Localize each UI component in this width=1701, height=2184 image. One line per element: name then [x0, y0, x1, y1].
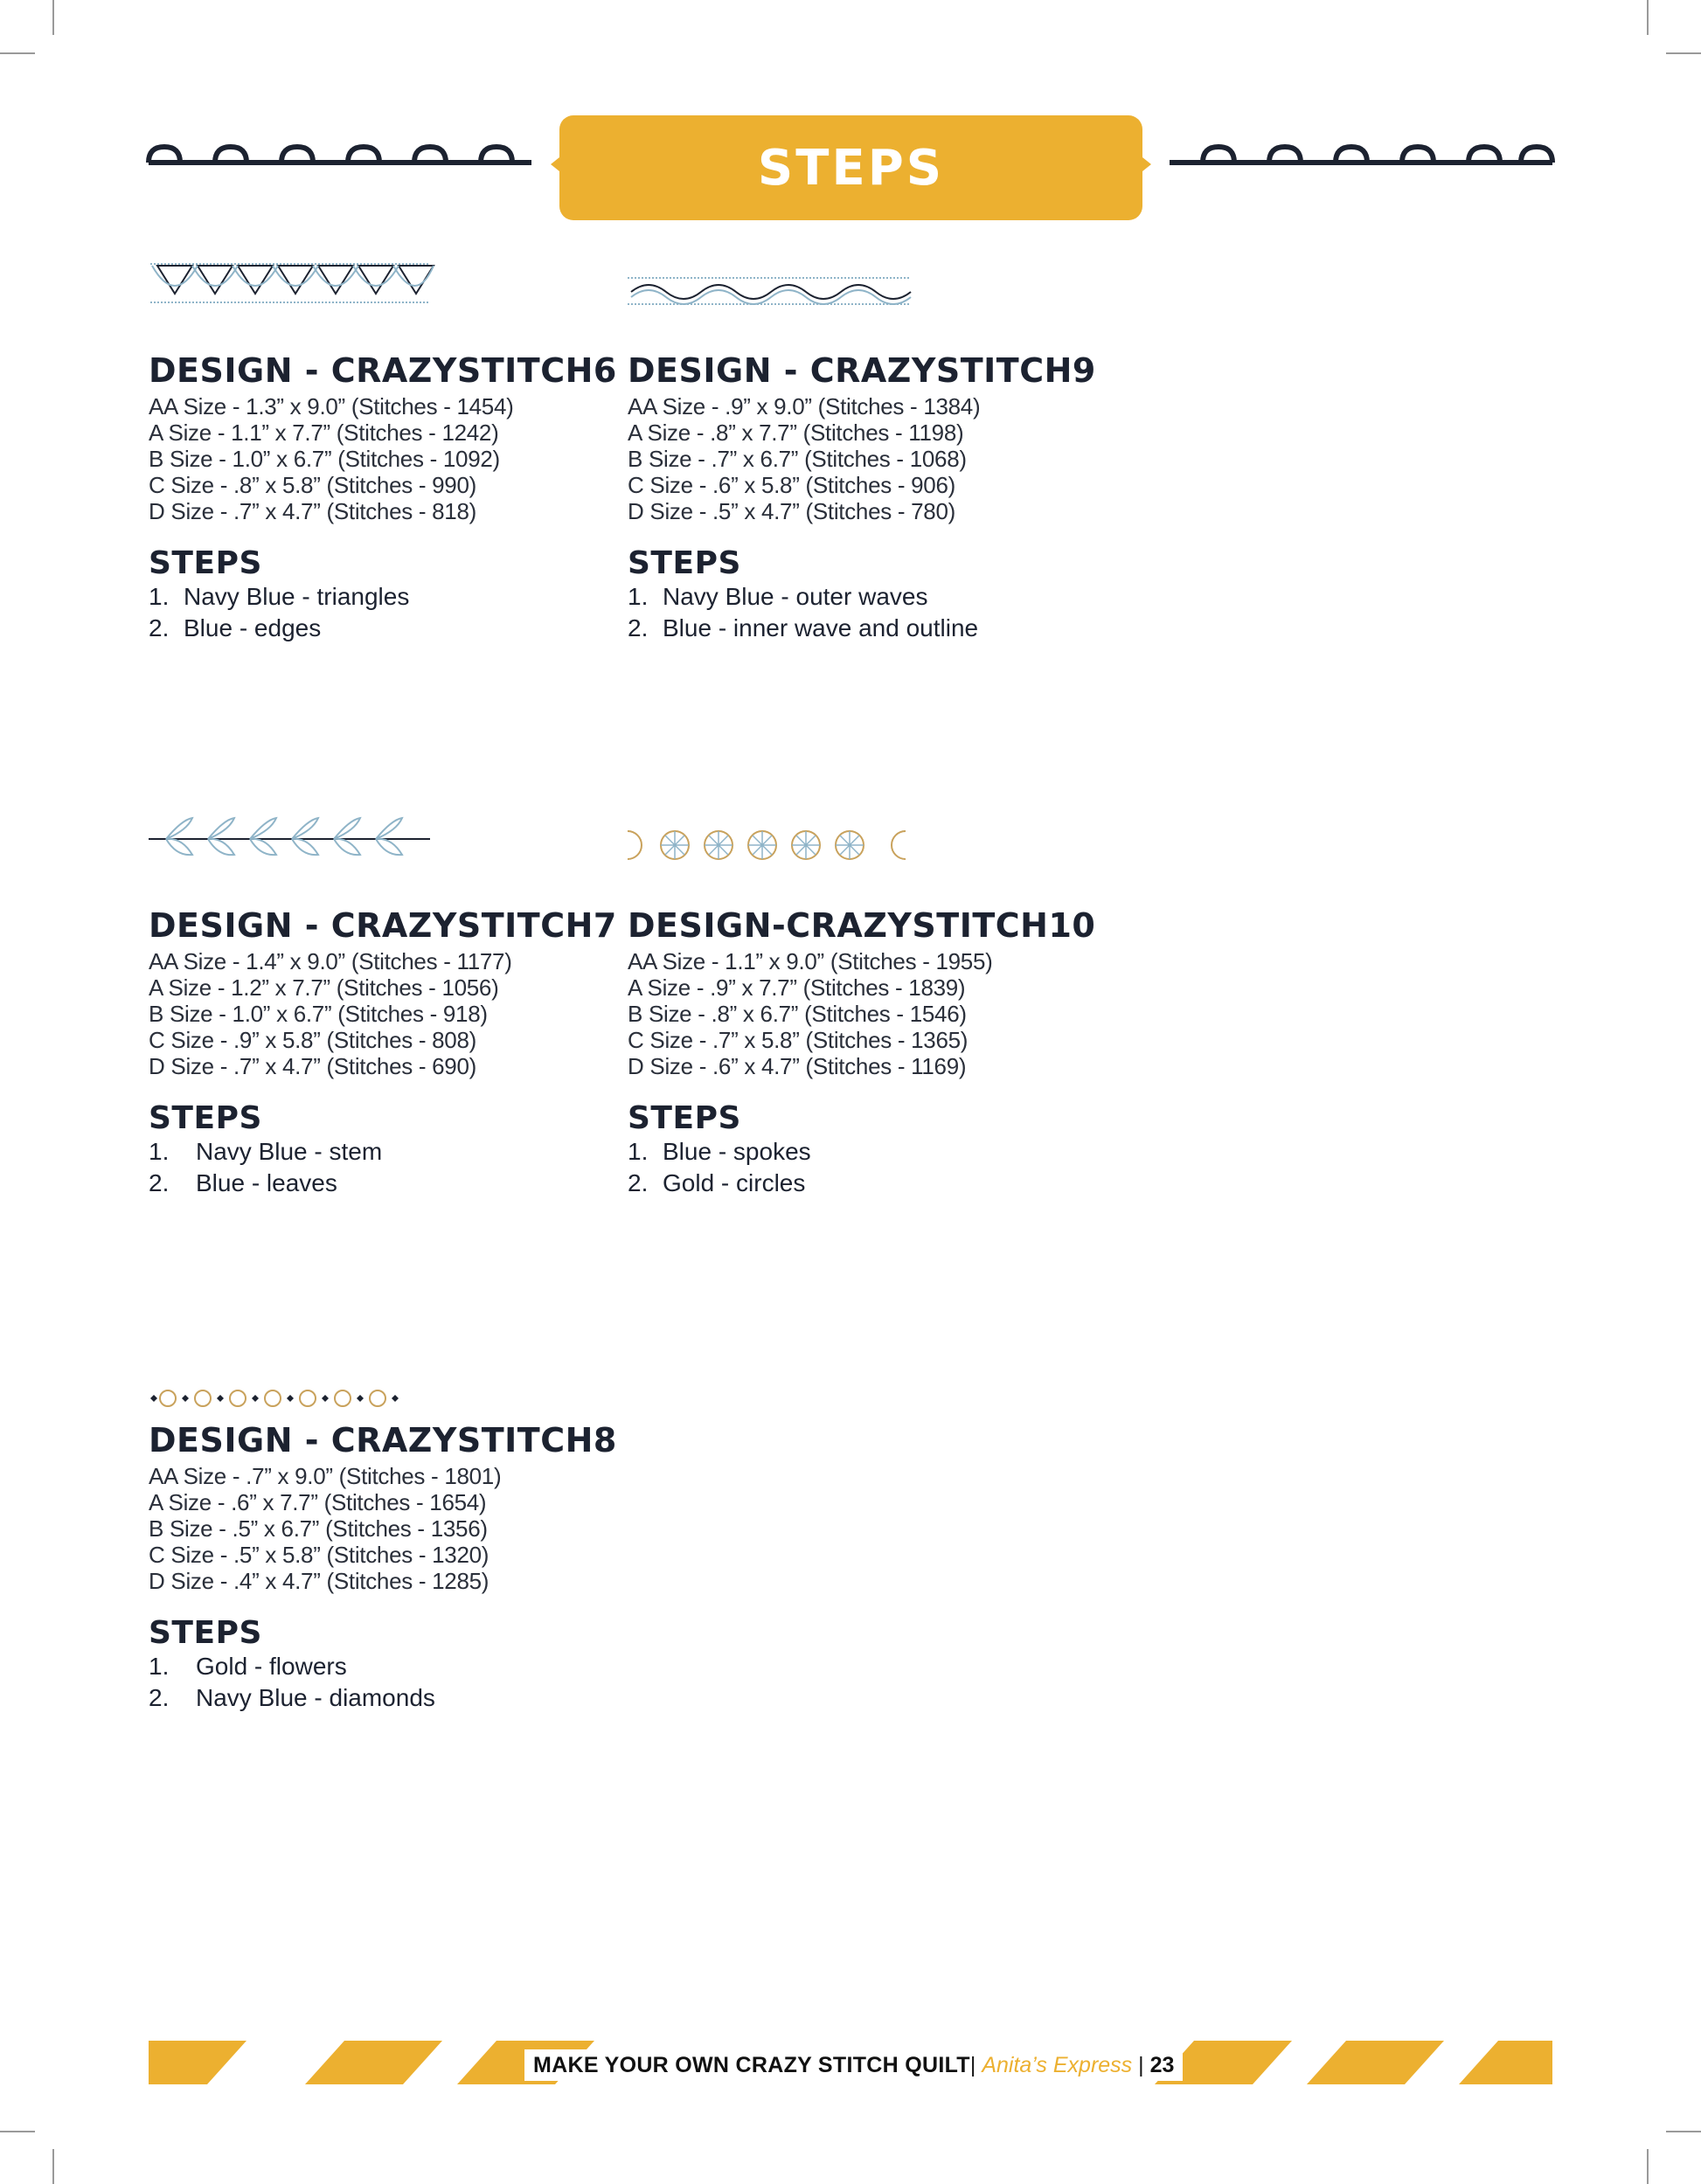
size-line: C Size - .5” x 5.8” (Stitches - 1320) [149, 1542, 489, 1568]
size-line: AA Size - 1.3” x 9.0” (Stitches - 1454) [149, 393, 514, 419]
steps-heading: STEPS [628, 545, 741, 581]
size-line: C Size - .7” x 5.8” (Stitches - 1365) [628, 1027, 969, 1053]
design-card-crazystitch9 [628, 253, 1117, 644]
design-title: DESIGN - CRAZYSTITCH7 [149, 906, 617, 945]
step-number: 1. [628, 583, 649, 610]
steps-heading: STEPS [149, 1100, 262, 1136]
size-line: C Size - .8” x 5.8” (Stitches - 990) [149, 472, 476, 498]
steps-heading: STEPS [149, 545, 262, 581]
header-title-banner [559, 115, 1142, 220]
wave-border-icon [628, 253, 916, 315]
footer-separator: | [969, 2053, 976, 2077]
leaf-vine-border-icon [149, 808, 437, 870]
page-title: STEPS [757, 139, 945, 197]
size-line: C Size - .9” x 5.8” (Stitches - 808) [149, 1027, 476, 1053]
size-list [149, 948, 638, 1079]
size-line: D Size - .7” x 4.7” (Stitches - 818) [149, 498, 476, 524]
footer-page-separator: | [1138, 2053, 1144, 2077]
size-line: D Size - .5” x 4.7” (Stitches - 780) [628, 498, 955, 524]
step-text: Navy Blue - triangles [184, 583, 410, 610]
footer-caption [524, 2049, 1183, 2081]
size-line: A Size - .6” x 7.7” (Stitches - 1654) [149, 1489, 487, 1515]
steps-heading: STEPS [149, 1615, 262, 1651]
size-line: B Size - .8” x 6.7” (Stitches - 1546) [628, 1001, 967, 1027]
step-item [628, 1168, 1117, 1199]
step-text: Blue - inner wave and outline [663, 614, 979, 641]
size-line: AA Size - .9” x 9.0” (Stitches - 1384) [628, 393, 981, 419]
size-list [149, 393, 638, 524]
design-card-crazystitch10 [628, 808, 1117, 1199]
step-text: Blue - edges [184, 614, 322, 641]
design-title: DESIGN - CRAZYSTITCH6 [149, 351, 617, 390]
footer-title: MAKE YOUR OWN CRAZY STITCH QUILT [533, 2053, 970, 2077]
size-line: AA Size - .7” x 9.0” (Stitches - 1801) [149, 1463, 502, 1489]
crop-mark [0, 2131, 35, 2132]
size-line: A Size - .8” x 7.7” (Stitches - 1198) [628, 419, 964, 446]
size-line: D Size - .7” x 4.7” (Stitches - 690) [149, 1053, 476, 1079]
step-item [149, 581, 638, 613]
size-line: B Size - 1.0” x 6.7” (Stitches - 918) [149, 1001, 488, 1027]
steps-heading: STEPS [628, 1100, 741, 1136]
size-line: D Size - .4” x 4.7” (Stitches - 1285) [149, 1568, 489, 1594]
step-number: 2. [149, 1684, 170, 1711]
design-card-crazystitch7 [149, 808, 638, 1199]
step-text: Gold - flowers [196, 1653, 347, 1680]
footer-brand: Anita’s Express [982, 2053, 1133, 2077]
step-item [149, 613, 638, 644]
size-line: B Size - .5” x 6.7” (Stitches - 1356) [149, 1515, 488, 1542]
size-list [149, 1463, 638, 1594]
step-item [149, 1682, 638, 1714]
step-text: Navy Blue - outer waves [663, 583, 928, 610]
triangle-border-icon [149, 253, 437, 315]
size-line: AA Size - 1.4” x 9.0” (Stitches - 1177) [149, 948, 512, 974]
flower-diamond-border-icon [149, 1381, 437, 1416]
design-title: DESIGN - CRAZYSTITCH9 [628, 351, 1096, 390]
design-card-crazystitch8 [149, 1381, 638, 1714]
step-number: 1. [628, 1138, 649, 1165]
step-item [149, 1168, 638, 1199]
size-line: AA Size - 1.1” x 9.0” (Stitches - 1955) [628, 948, 993, 974]
design-card-crazystitch6 [149, 253, 638, 644]
size-list [628, 948, 1117, 1079]
step-number: 2. [628, 614, 649, 641]
step-number: 2. [628, 1169, 649, 1196]
design-title: DESIGN-CRAZYSTITCH10 [628, 906, 1096, 945]
step-number: 2. [149, 614, 170, 641]
step-text: Gold - circles [663, 1169, 806, 1196]
step-text: Navy Blue - diamonds [196, 1684, 435, 1711]
step-item [628, 613, 1117, 644]
step-number: 1. [149, 1138, 170, 1165]
size-list [628, 393, 1117, 524]
size-line: B Size - 1.0” x 6.7” (Stitches - 1092) [149, 446, 500, 472]
size-line: D Size - .6” x 4.7” (Stitches - 1169) [628, 1053, 967, 1079]
spoked-circle-border-icon [628, 808, 916, 870]
step-text: Blue - spokes [663, 1138, 811, 1165]
size-line: A Size - .9” x 7.7” (Stitches - 1839) [628, 974, 966, 1001]
step-number: 2. [149, 1169, 170, 1196]
step-item [149, 1651, 638, 1682]
size-line: A Size - 1.2” x 7.7” (Stitches - 1056) [149, 974, 499, 1001]
size-line: A Size - 1.1” x 7.7” (Stitches - 1242) [149, 419, 499, 446]
size-line: B Size - .7” x 6.7” (Stitches - 1068) [628, 446, 967, 472]
step-item [628, 1136, 1117, 1168]
step-number: 1. [149, 583, 170, 610]
crop-mark [1647, 2149, 1649, 2184]
step-item [149, 1136, 638, 1168]
crop-mark [52, 2149, 54, 2184]
step-item [628, 581, 1117, 613]
design-title: DESIGN - CRAZYSTITCH8 [149, 1421, 617, 1459]
step-text: Navy Blue - stem [196, 1138, 383, 1165]
page-number: 23 [1149, 2053, 1175, 2077]
step-number: 1. [149, 1653, 170, 1680]
step-text: Blue - leaves [196, 1169, 337, 1196]
size-line: C Size - .6” x 5.8” (Stitches - 906) [628, 472, 955, 498]
crop-mark [1666, 2131, 1701, 2132]
